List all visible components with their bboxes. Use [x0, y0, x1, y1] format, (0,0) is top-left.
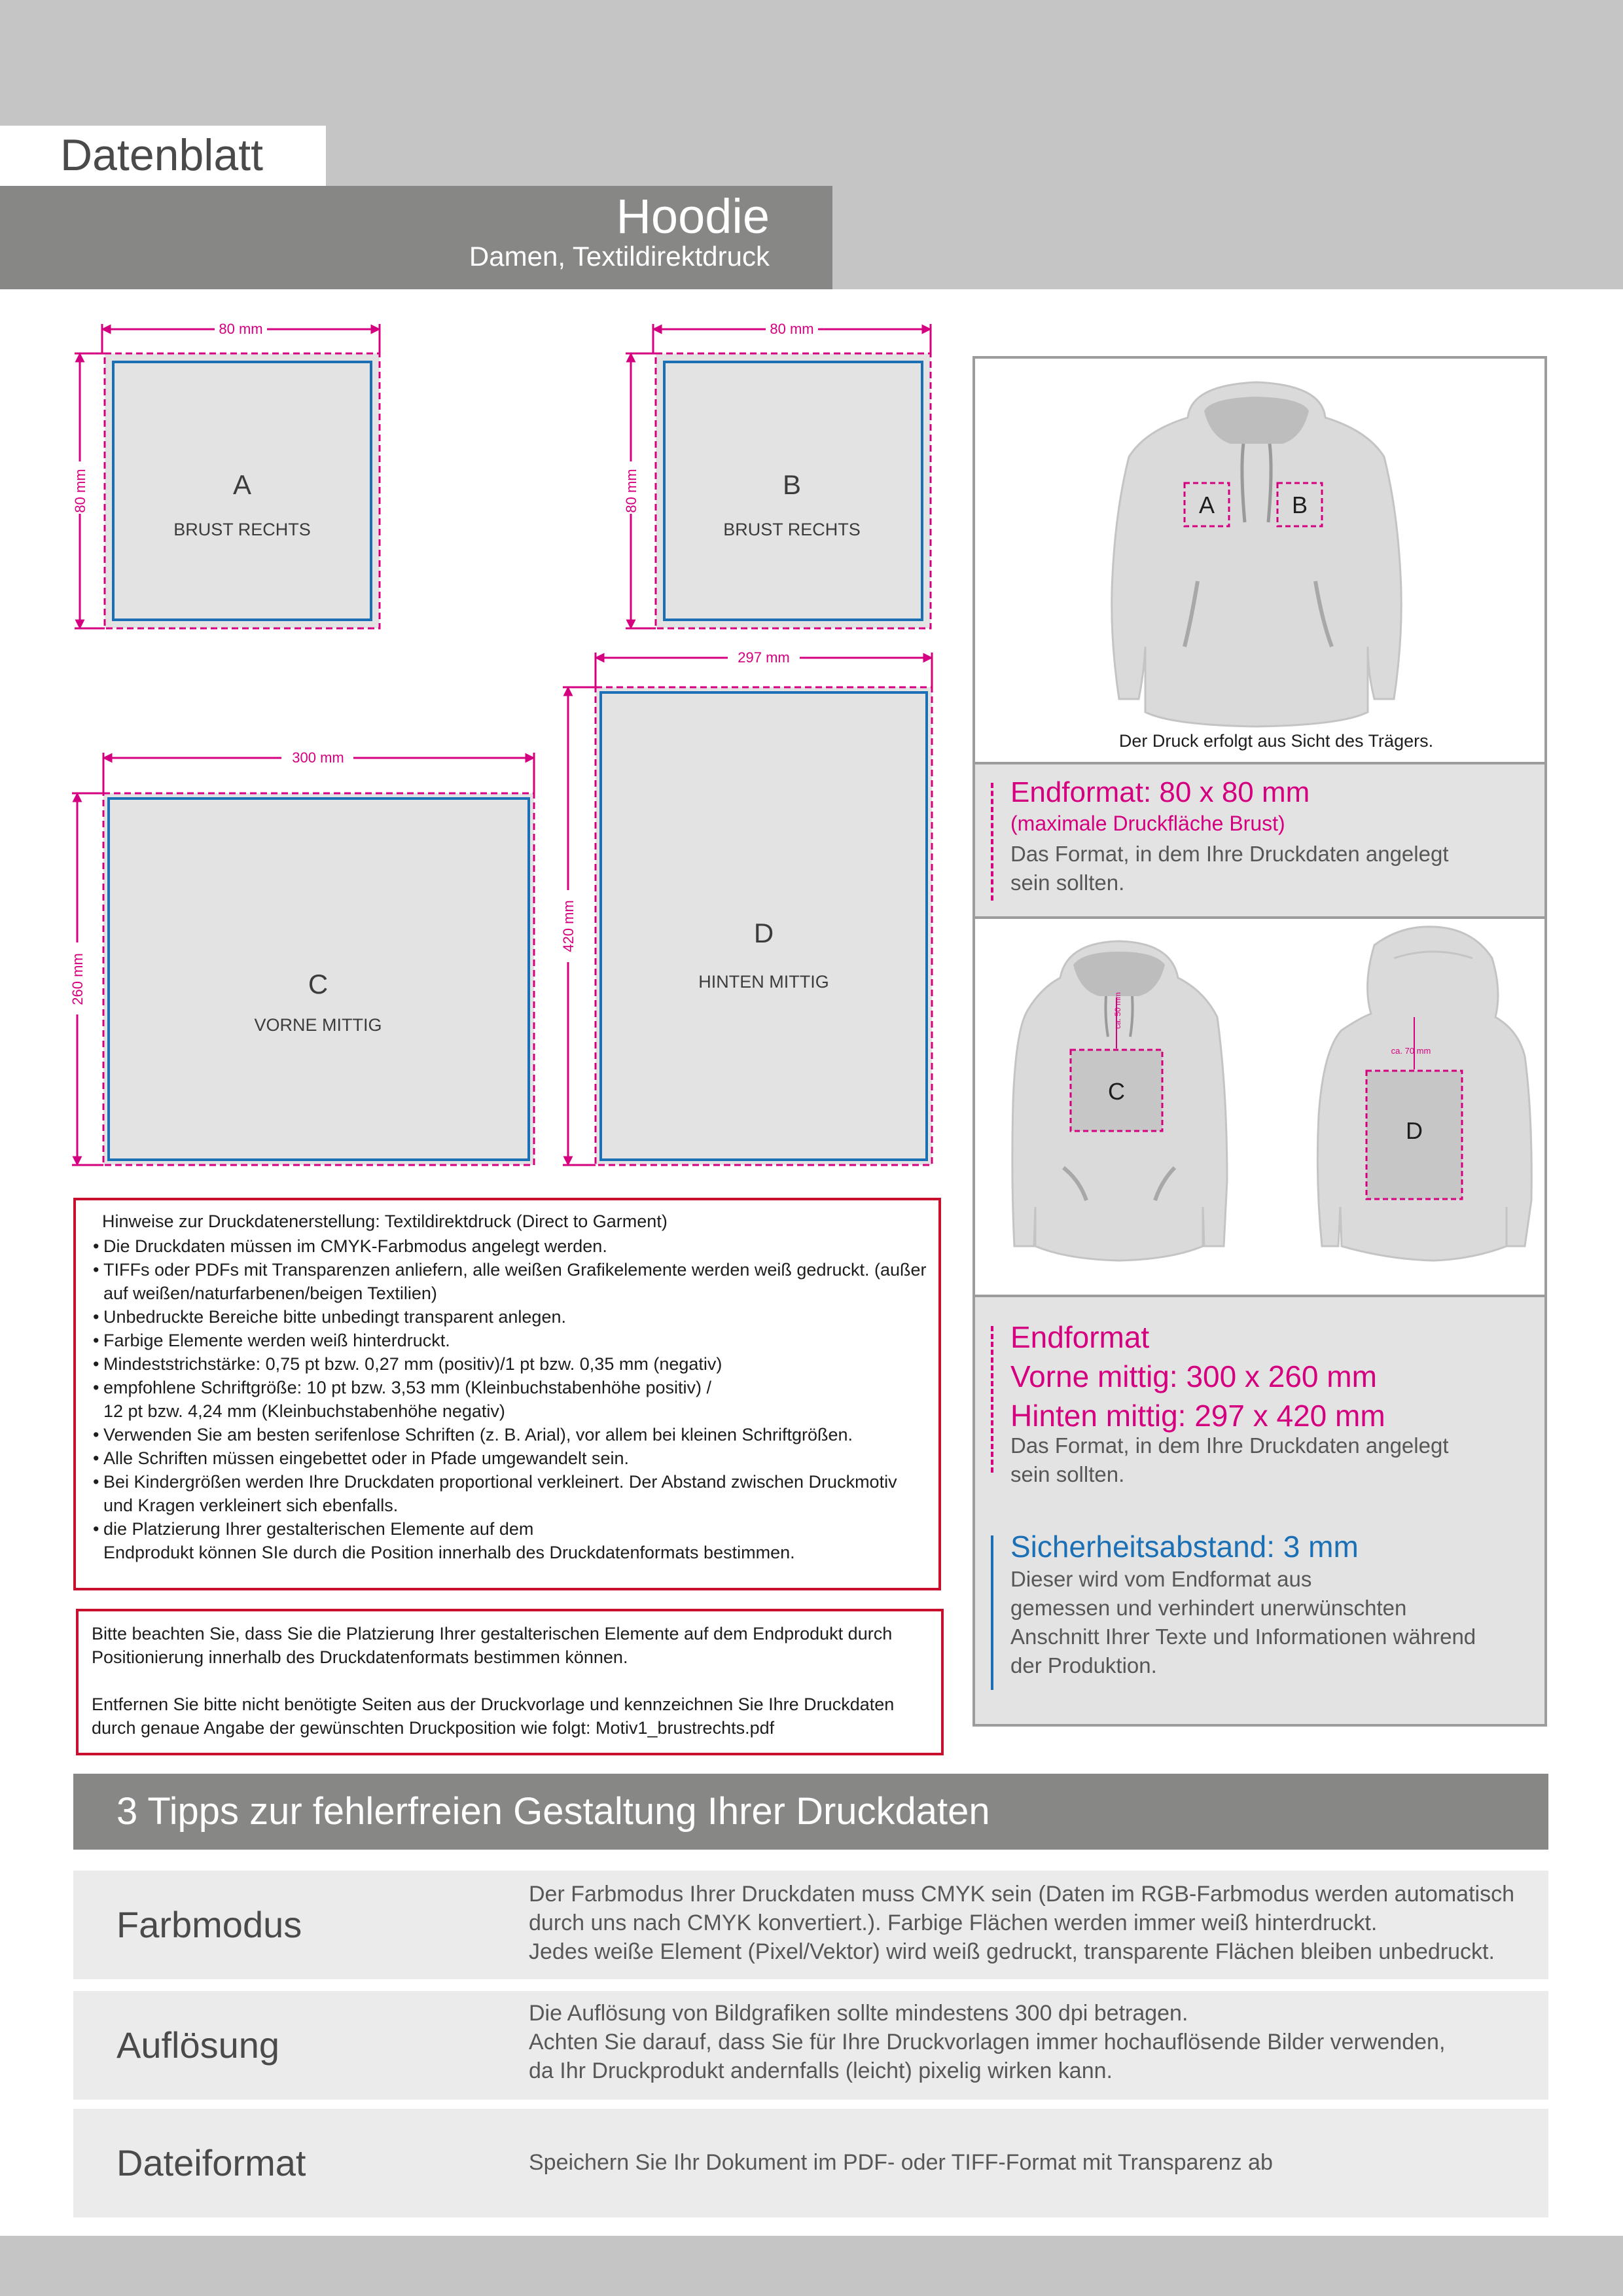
endformat-desc-1: Das Format, in dem Ihre Druckdaten angelegt: [1010, 842, 1449, 866]
panel1-caption: Der Druck erfolgt aus Sicht des Trägers.: [1118, 731, 1434, 751]
safety-desc-4: der Produktion.: [1010, 1653, 1157, 1677]
hinweise-item-line: Endprodukt können SIe durch die Position innerhalb des Druckdatenformats bestimmen.: [103, 1543, 795, 1562]
diagram-c-name: VORNE MITTIG: [254, 1015, 382, 1035]
hinweise-item-line: • Unbedruckte Bereiche bitte unbedingt transparent anlegen.: [103, 1307, 566, 1327]
tip-line: Der Farbmodus Ihrer Druckdaten muss CMYK sein (Daten im RGB-Farbmodus werden automatisch: [529, 1882, 1514, 1907]
front-distance: ca. 50 mm: [1113, 992, 1122, 1029]
back-distance: ca. 70 mm: [1391, 1046, 1431, 1056]
safety-title: Sicherheitsabstand: 3 mm: [1010, 1530, 1359, 1564]
diagram-d: [559, 648, 932, 1165]
panel1-label-b: B: [1291, 492, 1308, 518]
tip-line: Jedes weiße Element (Pixel/Vektor) wird weiß gedruckt, transparente Flächen bleiben unbedruckt.: [529, 1939, 1495, 1964]
diagram-a-letter: A: [232, 469, 252, 500]
tip-desc: [529, 2148, 1273, 2177]
datenblatt-label: Datenblatt: [60, 130, 263, 180]
hinweise-item-line: • die Platzierung Ihrer gestalterischen Elemente auf dem: [103, 1519, 534, 1539]
diagram-c-letter: C: [308, 969, 329, 999]
hinweise-item-line: auf weißen/naturfarbenen/beigen Textilien): [103, 1283, 437, 1303]
tip-desc: [529, 1999, 1445, 2085]
endformat-chest: Endformat: 80 x 80 mm: [1010, 776, 1310, 808]
blue-marker: [991, 1535, 993, 1690]
tip-line: Speichern Sie Ihr Dokument im PDF- oder TIFF-Format mit Transparenz ab: [529, 2150, 1273, 2175]
hinweise-heading: Hinweise zur Druckdatenerstellung: Textildirektdruck (Direct to Garment): [102, 1211, 668, 1231]
endformat-title: Endformat: [1010, 1320, 1150, 1354]
hinweise-item: [93, 1329, 927, 1352]
hinweise-item-line: • Farbige Elemente werden weiß hinterdruckt.: [103, 1331, 450, 1350]
hinweise-item-line: • TIFFs oder PDFs mit Transparenzen anliefern, alle weißen Grafikelemente werden weiß gedruckt. (außer: [103, 1260, 927, 1280]
diagram-b-width: 80 mm: [770, 321, 814, 337]
tip-line: da Ihr Druckprodukt andernfalls (leicht) pixelig wirken kann.: [529, 2058, 1113, 2083]
diagram-d-width: 297 mm: [738, 649, 790, 666]
tip-label: Farbmodus: [116, 1904, 302, 1945]
hinweise-item: [93, 1352, 927, 1376]
tip-row-aufloesung: [73, 1991, 1548, 2100]
tip-label: Auflösung: [116, 2024, 280, 2066]
hinweise-note-box: [76, 1609, 944, 1755]
hinweise-list: [93, 1234, 927, 1564]
endformat-front: Vorne mittig: 300 x 260 mm: [1010, 1359, 1377, 1393]
diagram-d-height: 420 mm: [560, 900, 577, 952]
note-p2-l2: durch genaue Angabe der gewünschten Druckposition wie folgt: Motiv1_brustrechts.pdf: [92, 1718, 775, 1738]
tips-header-bar: [73, 1774, 1548, 1850]
tip-desc: [529, 1880, 1514, 1966]
note-p1-l1: Bitte beachten Sie, dass Sie die Platzierung Ihrer gestalterischen Elemente auf dem Endprodukt durch: [92, 1624, 893, 1643]
magenta-marker: [991, 783, 993, 901]
product-title: Hoodie: [616, 189, 770, 243]
tip-line: durch uns nach CMYK konvertiert.). Farbige Flächen werden immer weiß hinterdruckt.: [529, 1910, 1378, 1935]
diagram-b-height: 80 mm: [623, 469, 639, 513]
diagram-a-height: 80 mm: [72, 469, 88, 513]
note-p2-l1: Entfernen Sie bitte nicht benötigte Seiten aus der Druckvorlage und kennzeichnen Sie Ihre Druckdaten: [92, 1695, 895, 1714]
endformat-back: Hinten mittig: 297 x 420 mm: [1010, 1399, 1385, 1433]
hinweise-item-line: • Verwenden Sie am besten serifenlose Schriften (z. B. Arial), vor allem bei kleinen Schriftgrößen.: [103, 1425, 853, 1444]
tip-row-dateiformat: [73, 2109, 1548, 2217]
tip-line: Die Auflösung von Bildgrafiken sollte mindestens 300 dpi betragen.: [529, 2001, 1188, 2026]
hinweise-item-line: und Kragen verkleinert sich ebenfalls.: [103, 1496, 399, 1515]
hinweise-item: [93, 1258, 927, 1305]
panel1-label-a: A: [1198, 492, 1215, 518]
hinweise-item-line: • Mindeststrichstärke: 0,75 pt bzw. 0,27 mm (positiv)/1 pt bzw. 0,35 mm (negativ): [103, 1354, 722, 1374]
hinweise-item: [93, 1470, 927, 1517]
diagram-c: [68, 748, 534, 1165]
hinweise-item: [93, 1517, 927, 1564]
panel3-label-d: D: [1406, 1117, 1423, 1144]
tip-line: Achten Sie darauf, dass Sie für Ihre Druckvorlagen immer hochauflösende Bilder verwenden,: [529, 2030, 1446, 2054]
magenta-marker-2: [991, 1326, 993, 1473]
product-subtitle: Damen, Textildirektdruck: [469, 241, 770, 272]
tip-row-farbmodus: [73, 1871, 1548, 1979]
diagram-a-name: BRUST RECHTS: [173, 520, 311, 539]
diagram-c-height: 260 mm: [69, 953, 86, 1005]
hinweise-item-line: • Alle Schriften müssen eingebettet oder in Pfade umgewandelt sein.: [103, 1448, 629, 1468]
panel-front-back-endformat: [972, 1295, 1547, 1727]
hinweise-item-line: • Bei Kindergrößen werden Ihre Druckdaten proportional verkleinert. Der Abstand zwischen Druckmotiv: [103, 1472, 897, 1492]
diagram-a-width: 80 mm: [219, 321, 263, 337]
endformat-desc-3: Das Format, in dem Ihre Druckdaten angelegt: [1010, 1433, 1449, 1458]
endformat-chest-note: (maximale Druckfläche Brust): [1010, 812, 1285, 835]
hoodie-front-icon: [975, 359, 1544, 764]
endformat-desc-2: sein sollten.: [1010, 870, 1125, 895]
safety-desc-2: gemessen und verhindert unerwünschten: [1010, 1596, 1407, 1620]
diagram-c-width: 300 mm: [292, 749, 344, 766]
hoodie-front-back-icons: [975, 919, 1544, 1297]
hinweise-item-line: 12 pt bzw. 4,24 mm (Kleinbuchstabenhöhe negativ): [103, 1401, 505, 1421]
diagram-d-letter: D: [753, 918, 774, 948]
hinweise-box: [73, 1198, 941, 1590]
tips-title: 3 Tipps zur fehlerfreien Gestaltung Ihrer Druckdaten: [116, 1790, 990, 1833]
panel3-label-c: C: [1108, 1078, 1125, 1105]
footer-band: [0, 2236, 1623, 2296]
panel-front-back-preview: [972, 916, 1547, 1297]
hinweise-item: [93, 1305, 927, 1329]
safety-desc-3: Anschnitt Ihrer Texte und Informationen während: [1010, 1624, 1476, 1649]
diagram-d-name: HINTEN MITTIG: [698, 972, 829, 992]
hinweise-item-line: • Die Druckdaten müssen im CMYK-Farbmodus angelegt werden.: [103, 1236, 607, 1256]
diagram-b-name: BRUST RECHTS: [723, 520, 861, 539]
safety-desc-1: Dieser wird vom Endformat aus: [1010, 1567, 1312, 1591]
hinweise-item: [93, 1446, 927, 1470]
diagram-a: [71, 319, 380, 628]
note-p1-l2: Positionierung innerhalb des Druckdatenformats bestimmen können.: [92, 1647, 628, 1667]
endformat-desc-4: sein sollten.: [1010, 1462, 1125, 1486]
hinweise-item-line: • empfohlene Schriftgröße: 10 pt bzw. 3,53 mm (Kleinbuchstabenhöhe positiv) /: [103, 1378, 712, 1397]
print-area-diagrams: [0, 0, 955, 1191]
panel-chest-endformat: [972, 762, 1547, 919]
hinweise-item: [93, 1234, 927, 1258]
hinweise-item: [93, 1376, 927, 1423]
panel-chest-preview: [972, 356, 1547, 764]
hinweise-item: [93, 1423, 927, 1446]
diagram-b-letter: B: [782, 469, 802, 500]
diagram-b: [622, 319, 931, 628]
tip-label: Dateiformat: [116, 2142, 306, 2183]
